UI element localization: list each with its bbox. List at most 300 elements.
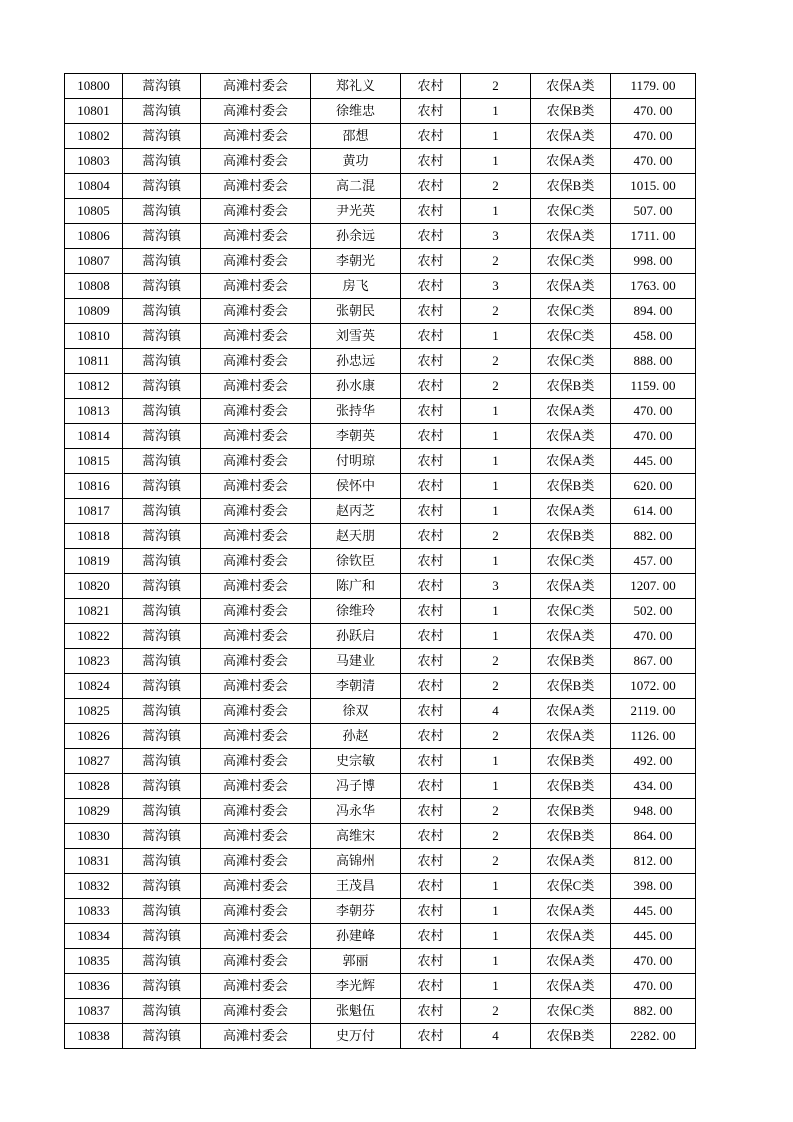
cell-town: 蒿沟镇 (123, 474, 201, 499)
cell-household-type: 农村 (401, 149, 461, 174)
cell-insurance-category: 农保A类 (531, 899, 611, 924)
cell-household-type: 农村 (401, 874, 461, 899)
cell-amount: 948. 00 (611, 799, 696, 824)
cell-insurance-category: 农保A类 (531, 399, 611, 424)
table-row (65, 974, 696, 999)
cell-insurance-category: 农保B类 (531, 524, 611, 549)
table-row (65, 149, 696, 174)
cell-village-committee: 高滩村委会 (201, 524, 311, 549)
cell-insurance-category: 农保B类 (531, 1024, 611, 1049)
cell-amount: 470. 00 (611, 974, 696, 999)
cell-household-type: 农村 (401, 299, 461, 324)
cell-town: 蒿沟镇 (123, 524, 201, 549)
cell-person-count: 2 (461, 849, 531, 874)
cell-town: 蒿沟镇 (123, 849, 201, 874)
cell-record-id: 10824 (65, 674, 123, 699)
cell-town: 蒿沟镇 (123, 899, 201, 924)
cell-village-committee: 高滩村委会 (201, 224, 311, 249)
cell-town: 蒿沟镇 (123, 799, 201, 824)
table-row (65, 574, 696, 599)
cell-household-type: 农村 (401, 974, 461, 999)
cell-insurance-category: 农保B类 (531, 749, 611, 774)
cell-insurance-category: 农保A类 (531, 499, 611, 524)
cell-record-id: 10827 (65, 749, 123, 774)
cell-household-type: 农村 (401, 449, 461, 474)
cell-town: 蒿沟镇 (123, 199, 201, 224)
cell-record-id: 10801 (65, 99, 123, 124)
cell-person-count: 2 (461, 174, 531, 199)
cell-household-type: 农村 (401, 99, 461, 124)
table-row (65, 524, 696, 549)
cell-insurance-category: 农保A类 (531, 724, 611, 749)
cell-record-id: 10823 (65, 649, 123, 674)
table-row (65, 199, 696, 224)
cell-insurance-category: 农保B类 (531, 774, 611, 799)
cell-person-name: 孙跃启 (311, 624, 401, 649)
cell-person-count: 2 (461, 249, 531, 274)
cell-household-type: 农村 (401, 349, 461, 374)
cell-amount: 1711. 00 (611, 224, 696, 249)
table-row (65, 1024, 696, 1049)
table-row (65, 874, 696, 899)
cell-insurance-category: 农保A类 (531, 949, 611, 974)
cell-amount: 2282. 00 (611, 1024, 696, 1049)
cell-town: 蒿沟镇 (123, 1024, 201, 1049)
cell-village-committee: 高滩村委会 (201, 399, 311, 424)
cell-town: 蒿沟镇 (123, 249, 201, 274)
cell-record-id: 10811 (65, 349, 123, 374)
cell-amount: 614. 00 (611, 499, 696, 524)
cell-record-id: 10822 (65, 624, 123, 649)
cell-village-committee: 高滩村委会 (201, 424, 311, 449)
cell-village-committee: 高滩村委会 (201, 599, 311, 624)
cell-person-name: 徐钦臣 (311, 549, 401, 574)
cell-person-name: 邵想 (311, 124, 401, 149)
cell-insurance-category: 农保B类 (531, 174, 611, 199)
cell-person-count: 2 (461, 524, 531, 549)
cell-town: 蒿沟镇 (123, 749, 201, 774)
cell-record-id: 10830 (65, 824, 123, 849)
cell-household-type: 农村 (401, 1024, 461, 1049)
cell-amount: 507. 00 (611, 199, 696, 224)
cell-person-count: 1 (461, 424, 531, 449)
cell-record-id: 10810 (65, 324, 123, 349)
cell-insurance-category: 农保A类 (531, 624, 611, 649)
cell-household-type: 农村 (401, 499, 461, 524)
cell-household-type: 农村 (401, 599, 461, 624)
table-row (65, 499, 696, 524)
cell-insurance-category: 农保A类 (531, 124, 611, 149)
cell-household-type: 农村 (401, 799, 461, 824)
cell-insurance-category: 农保B类 (531, 799, 611, 824)
cell-record-id: 10802 (65, 124, 123, 149)
cell-town: 蒿沟镇 (123, 924, 201, 949)
table-row (65, 424, 696, 449)
cell-household-type: 农村 (401, 699, 461, 724)
cell-person-name: 王茂昌 (311, 874, 401, 899)
table-row (65, 849, 696, 874)
cell-household-type: 农村 (401, 174, 461, 199)
cell-town: 蒿沟镇 (123, 549, 201, 574)
cell-insurance-category: 农保B类 (531, 649, 611, 674)
cell-person-name: 赵天朋 (311, 524, 401, 549)
cell-amount: 1126. 00 (611, 724, 696, 749)
cell-village-committee: 高滩村委会 (201, 774, 311, 799)
cell-town: 蒿沟镇 (123, 299, 201, 324)
cell-person-count: 1 (461, 599, 531, 624)
cell-household-type: 农村 (401, 374, 461, 399)
cell-village-committee: 高滩村委会 (201, 99, 311, 124)
table-row (65, 599, 696, 624)
cell-village-committee: 高滩村委会 (201, 274, 311, 299)
cell-town: 蒿沟镇 (123, 599, 201, 624)
cell-person-count: 1 (461, 874, 531, 899)
cell-person-name: 李朝清 (311, 674, 401, 699)
cell-household-type: 农村 (401, 749, 461, 774)
cell-household-type: 农村 (401, 424, 461, 449)
cell-person-count: 2 (461, 724, 531, 749)
cell-person-count: 3 (461, 574, 531, 599)
cell-record-id: 10831 (65, 849, 123, 874)
cell-town: 蒿沟镇 (123, 74, 201, 99)
cell-record-id: 10803 (65, 149, 123, 174)
cell-amount: 458. 00 (611, 324, 696, 349)
table-row (65, 174, 696, 199)
cell-town: 蒿沟镇 (123, 174, 201, 199)
cell-household-type: 农村 (401, 124, 461, 149)
cell-person-name: 李朝光 (311, 249, 401, 274)
cell-record-id: 10817 (65, 499, 123, 524)
cell-amount: 445. 00 (611, 449, 696, 474)
cell-village-committee: 高滩村委会 (201, 699, 311, 724)
cell-village-committee: 高滩村委会 (201, 299, 311, 324)
cell-person-count: 2 (461, 74, 531, 99)
cell-village-committee: 高滩村委会 (201, 674, 311, 699)
cell-person-count: 3 (461, 274, 531, 299)
cell-person-count: 1 (461, 924, 531, 949)
table-row (65, 224, 696, 249)
cell-record-id: 10813 (65, 399, 123, 424)
cell-amount: 470. 00 (611, 424, 696, 449)
cell-town: 蒿沟镇 (123, 724, 201, 749)
cell-town: 蒿沟镇 (123, 774, 201, 799)
table-row (65, 674, 696, 699)
cell-record-id: 10808 (65, 274, 123, 299)
cell-amount: 1179. 00 (611, 74, 696, 99)
cell-household-type: 农村 (401, 574, 461, 599)
cell-town: 蒿沟镇 (123, 274, 201, 299)
cell-town: 蒿沟镇 (123, 449, 201, 474)
cell-insurance-category: 农保C类 (531, 324, 611, 349)
cell-person-name: 徐维忠 (311, 99, 401, 124)
table-row (65, 249, 696, 274)
cell-town: 蒿沟镇 (123, 624, 201, 649)
cell-village-committee: 高滩村委会 (201, 824, 311, 849)
cell-amount: 812. 00 (611, 849, 696, 874)
table-row (65, 799, 696, 824)
cell-amount: 470. 00 (611, 99, 696, 124)
cell-person-count: 1 (461, 199, 531, 224)
cell-amount: 1072. 00 (611, 674, 696, 699)
cell-village-committee: 高滩村委会 (201, 324, 311, 349)
cell-insurance-category: 农保C类 (531, 549, 611, 574)
cell-person-count: 1 (461, 949, 531, 974)
table-row (65, 299, 696, 324)
cell-person-name: 李光辉 (311, 974, 401, 999)
cell-insurance-category: 农保A类 (531, 849, 611, 874)
cell-record-id: 10837 (65, 999, 123, 1024)
cell-amount: 882. 00 (611, 524, 696, 549)
cell-person-name: 孙水康 (311, 374, 401, 399)
cell-amount: 1207. 00 (611, 574, 696, 599)
cell-village-committee: 高滩村委会 (201, 874, 311, 899)
cell-person-name: 徐维玲 (311, 599, 401, 624)
cell-record-id: 10832 (65, 874, 123, 899)
cell-insurance-category: 农保A类 (531, 699, 611, 724)
cell-household-type: 农村 (401, 74, 461, 99)
cell-amount: 470. 00 (611, 124, 696, 149)
cell-person-name: 李朝英 (311, 424, 401, 449)
cell-person-count: 2 (461, 374, 531, 399)
cell-town: 蒿沟镇 (123, 324, 201, 349)
table-row (65, 349, 696, 374)
cell-town: 蒿沟镇 (123, 699, 201, 724)
cell-person-count: 1 (461, 449, 531, 474)
table-row (65, 724, 696, 749)
cell-insurance-category: 农保A类 (531, 924, 611, 949)
table-row (65, 324, 696, 349)
table-row (65, 774, 696, 799)
cell-record-id: 10814 (65, 424, 123, 449)
cell-village-committee: 高滩村委会 (201, 374, 311, 399)
cell-household-type: 农村 (401, 774, 461, 799)
cell-amount: 445. 00 (611, 924, 696, 949)
cell-insurance-category: 农保A类 (531, 224, 611, 249)
cell-record-id: 10809 (65, 299, 123, 324)
cell-village-committee: 高滩村委会 (201, 249, 311, 274)
cell-village-committee: 高滩村委会 (201, 549, 311, 574)
cell-insurance-category: 农保B类 (531, 374, 611, 399)
cell-person-count: 2 (461, 649, 531, 674)
cell-person-name: 马建业 (311, 649, 401, 674)
table-row (65, 549, 696, 574)
cell-amount: 1763. 00 (611, 274, 696, 299)
cell-village-committee: 高滩村委会 (201, 74, 311, 99)
cell-person-name: 李朝芬 (311, 899, 401, 924)
cell-person-name: 孙忠远 (311, 349, 401, 374)
cell-person-name: 徐双 (311, 699, 401, 724)
cell-person-name: 陈广和 (311, 574, 401, 599)
cell-record-id: 10829 (65, 799, 123, 824)
table-row (65, 749, 696, 774)
cell-village-committee: 高滩村委会 (201, 849, 311, 874)
cell-insurance-category: 农保A类 (531, 149, 611, 174)
cell-person-name: 郑礼义 (311, 74, 401, 99)
cell-amount: 1159. 00 (611, 374, 696, 399)
cell-insurance-category: 农保A类 (531, 574, 611, 599)
cell-amount: 470. 00 (611, 949, 696, 974)
table-row (65, 449, 696, 474)
pension-table (64, 73, 696, 1049)
cell-town: 蒿沟镇 (123, 649, 201, 674)
cell-person-name: 孙建峰 (311, 924, 401, 949)
cell-household-type: 农村 (401, 624, 461, 649)
cell-amount: 434. 00 (611, 774, 696, 799)
cell-village-committee: 高滩村委会 (201, 649, 311, 674)
cell-person-count: 4 (461, 699, 531, 724)
cell-insurance-category: 农保C类 (531, 249, 611, 274)
cell-person-count: 1 (461, 899, 531, 924)
cell-person-count: 3 (461, 224, 531, 249)
table-row (65, 624, 696, 649)
table-row (65, 649, 696, 674)
cell-insurance-category: 农保B类 (531, 99, 611, 124)
cell-amount: 470. 00 (611, 149, 696, 174)
table-row (65, 99, 696, 124)
cell-insurance-category: 农保A类 (531, 274, 611, 299)
cell-person-count: 1 (461, 124, 531, 149)
table-row (65, 699, 696, 724)
cell-record-id: 10806 (65, 224, 123, 249)
cell-village-committee: 高滩村委会 (201, 199, 311, 224)
cell-town: 蒿沟镇 (123, 874, 201, 899)
cell-person-count: 4 (461, 1024, 531, 1049)
cell-household-type: 农村 (401, 899, 461, 924)
cell-person-name: 孙余远 (311, 224, 401, 249)
cell-village-committee: 高滩村委会 (201, 499, 311, 524)
cell-record-id: 10815 (65, 449, 123, 474)
cell-person-name: 冯永华 (311, 799, 401, 824)
cell-record-id: 10819 (65, 549, 123, 574)
cell-amount: 888. 00 (611, 349, 696, 374)
cell-town: 蒿沟镇 (123, 999, 201, 1024)
cell-insurance-category: 农保A类 (531, 424, 611, 449)
cell-town: 蒿沟镇 (123, 349, 201, 374)
cell-amount: 998. 00 (611, 249, 696, 274)
cell-village-committee: 高滩村委会 (201, 899, 311, 924)
cell-record-id: 10834 (65, 924, 123, 949)
cell-town: 蒿沟镇 (123, 974, 201, 999)
cell-village-committee: 高滩村委会 (201, 949, 311, 974)
cell-insurance-category: 农保C类 (531, 299, 611, 324)
cell-town: 蒿沟镇 (123, 224, 201, 249)
cell-amount: 445. 00 (611, 899, 696, 924)
cell-town: 蒿沟镇 (123, 99, 201, 124)
cell-person-count: 1 (461, 399, 531, 424)
cell-record-id: 10812 (65, 374, 123, 399)
cell-town: 蒿沟镇 (123, 949, 201, 974)
cell-amount: 2119. 00 (611, 699, 696, 724)
cell-household-type: 农村 (401, 824, 461, 849)
cell-town: 蒿沟镇 (123, 824, 201, 849)
cell-household-type: 农村 (401, 649, 461, 674)
cell-person-name: 黄功 (311, 149, 401, 174)
cell-insurance-category: 农保B类 (531, 824, 611, 849)
cell-village-committee: 高滩村委会 (201, 124, 311, 149)
cell-person-name: 侯怀中 (311, 474, 401, 499)
cell-village-committee: 高滩村委会 (201, 974, 311, 999)
cell-household-type: 农村 (401, 924, 461, 949)
cell-amount: 620. 00 (611, 474, 696, 499)
cell-person-name: 高维宋 (311, 824, 401, 849)
cell-amount: 867. 00 (611, 649, 696, 674)
table-row (65, 949, 696, 974)
cell-village-committee: 高滩村委会 (201, 474, 311, 499)
cell-record-id: 10800 (65, 74, 123, 99)
table-row (65, 899, 696, 924)
table-row (65, 274, 696, 299)
cell-village-committee: 高滩村委会 (201, 449, 311, 474)
cell-person-name: 郭丽 (311, 949, 401, 974)
cell-village-committee: 高滩村委会 (201, 749, 311, 774)
cell-record-id: 10805 (65, 199, 123, 224)
cell-household-type: 农村 (401, 399, 461, 424)
cell-record-id: 10838 (65, 1024, 123, 1049)
cell-person-count: 2 (461, 299, 531, 324)
cell-town: 蒿沟镇 (123, 374, 201, 399)
cell-person-name: 高锦州 (311, 849, 401, 874)
cell-insurance-category: 农保C类 (531, 999, 611, 1024)
cell-household-type: 农村 (401, 249, 461, 274)
cell-town: 蒿沟镇 (123, 674, 201, 699)
document-page (64, 73, 696, 1049)
cell-amount: 882. 00 (611, 999, 696, 1024)
cell-village-committee: 高滩村委会 (201, 574, 311, 599)
cell-household-type: 农村 (401, 324, 461, 349)
cell-person-name: 史万付 (311, 1024, 401, 1049)
cell-town: 蒿沟镇 (123, 149, 201, 174)
cell-person-name: 高二混 (311, 174, 401, 199)
table-row (65, 74, 696, 99)
cell-insurance-category: 农保A类 (531, 974, 611, 999)
cell-insurance-category: 农保B类 (531, 674, 611, 699)
cell-person-name: 房飞 (311, 274, 401, 299)
cell-household-type: 农村 (401, 999, 461, 1024)
cell-village-committee: 高滩村委会 (201, 724, 311, 749)
cell-household-type: 农村 (401, 224, 461, 249)
cell-town: 蒿沟镇 (123, 499, 201, 524)
cell-person-count: 1 (461, 149, 531, 174)
cell-person-count: 1 (461, 99, 531, 124)
cell-amount: 457. 00 (611, 549, 696, 574)
cell-town: 蒿沟镇 (123, 399, 201, 424)
cell-person-count: 2 (461, 674, 531, 699)
cell-household-type: 农村 (401, 549, 461, 574)
cell-person-count: 1 (461, 774, 531, 799)
cell-amount: 1015. 00 (611, 174, 696, 199)
cell-town: 蒿沟镇 (123, 574, 201, 599)
cell-person-name: 刘雪英 (311, 324, 401, 349)
cell-person-name: 张朝民 (311, 299, 401, 324)
table-row (65, 374, 696, 399)
cell-record-id: 10833 (65, 899, 123, 924)
cell-person-count: 1 (461, 749, 531, 774)
cell-town: 蒿沟镇 (123, 124, 201, 149)
cell-record-id: 10835 (65, 949, 123, 974)
cell-person-count: 1 (461, 324, 531, 349)
cell-village-committee: 高滩村委会 (201, 624, 311, 649)
cell-insurance-category: 农保C类 (531, 599, 611, 624)
cell-village-committee: 高滩村委会 (201, 799, 311, 824)
table-row (65, 474, 696, 499)
cell-person-count: 1 (461, 474, 531, 499)
cell-amount: 502. 00 (611, 599, 696, 624)
cell-insurance-category: 农保C类 (531, 199, 611, 224)
cell-record-id: 10818 (65, 524, 123, 549)
cell-person-name: 冯子博 (311, 774, 401, 799)
cell-person-count: 1 (461, 549, 531, 574)
cell-household-type: 农村 (401, 474, 461, 499)
